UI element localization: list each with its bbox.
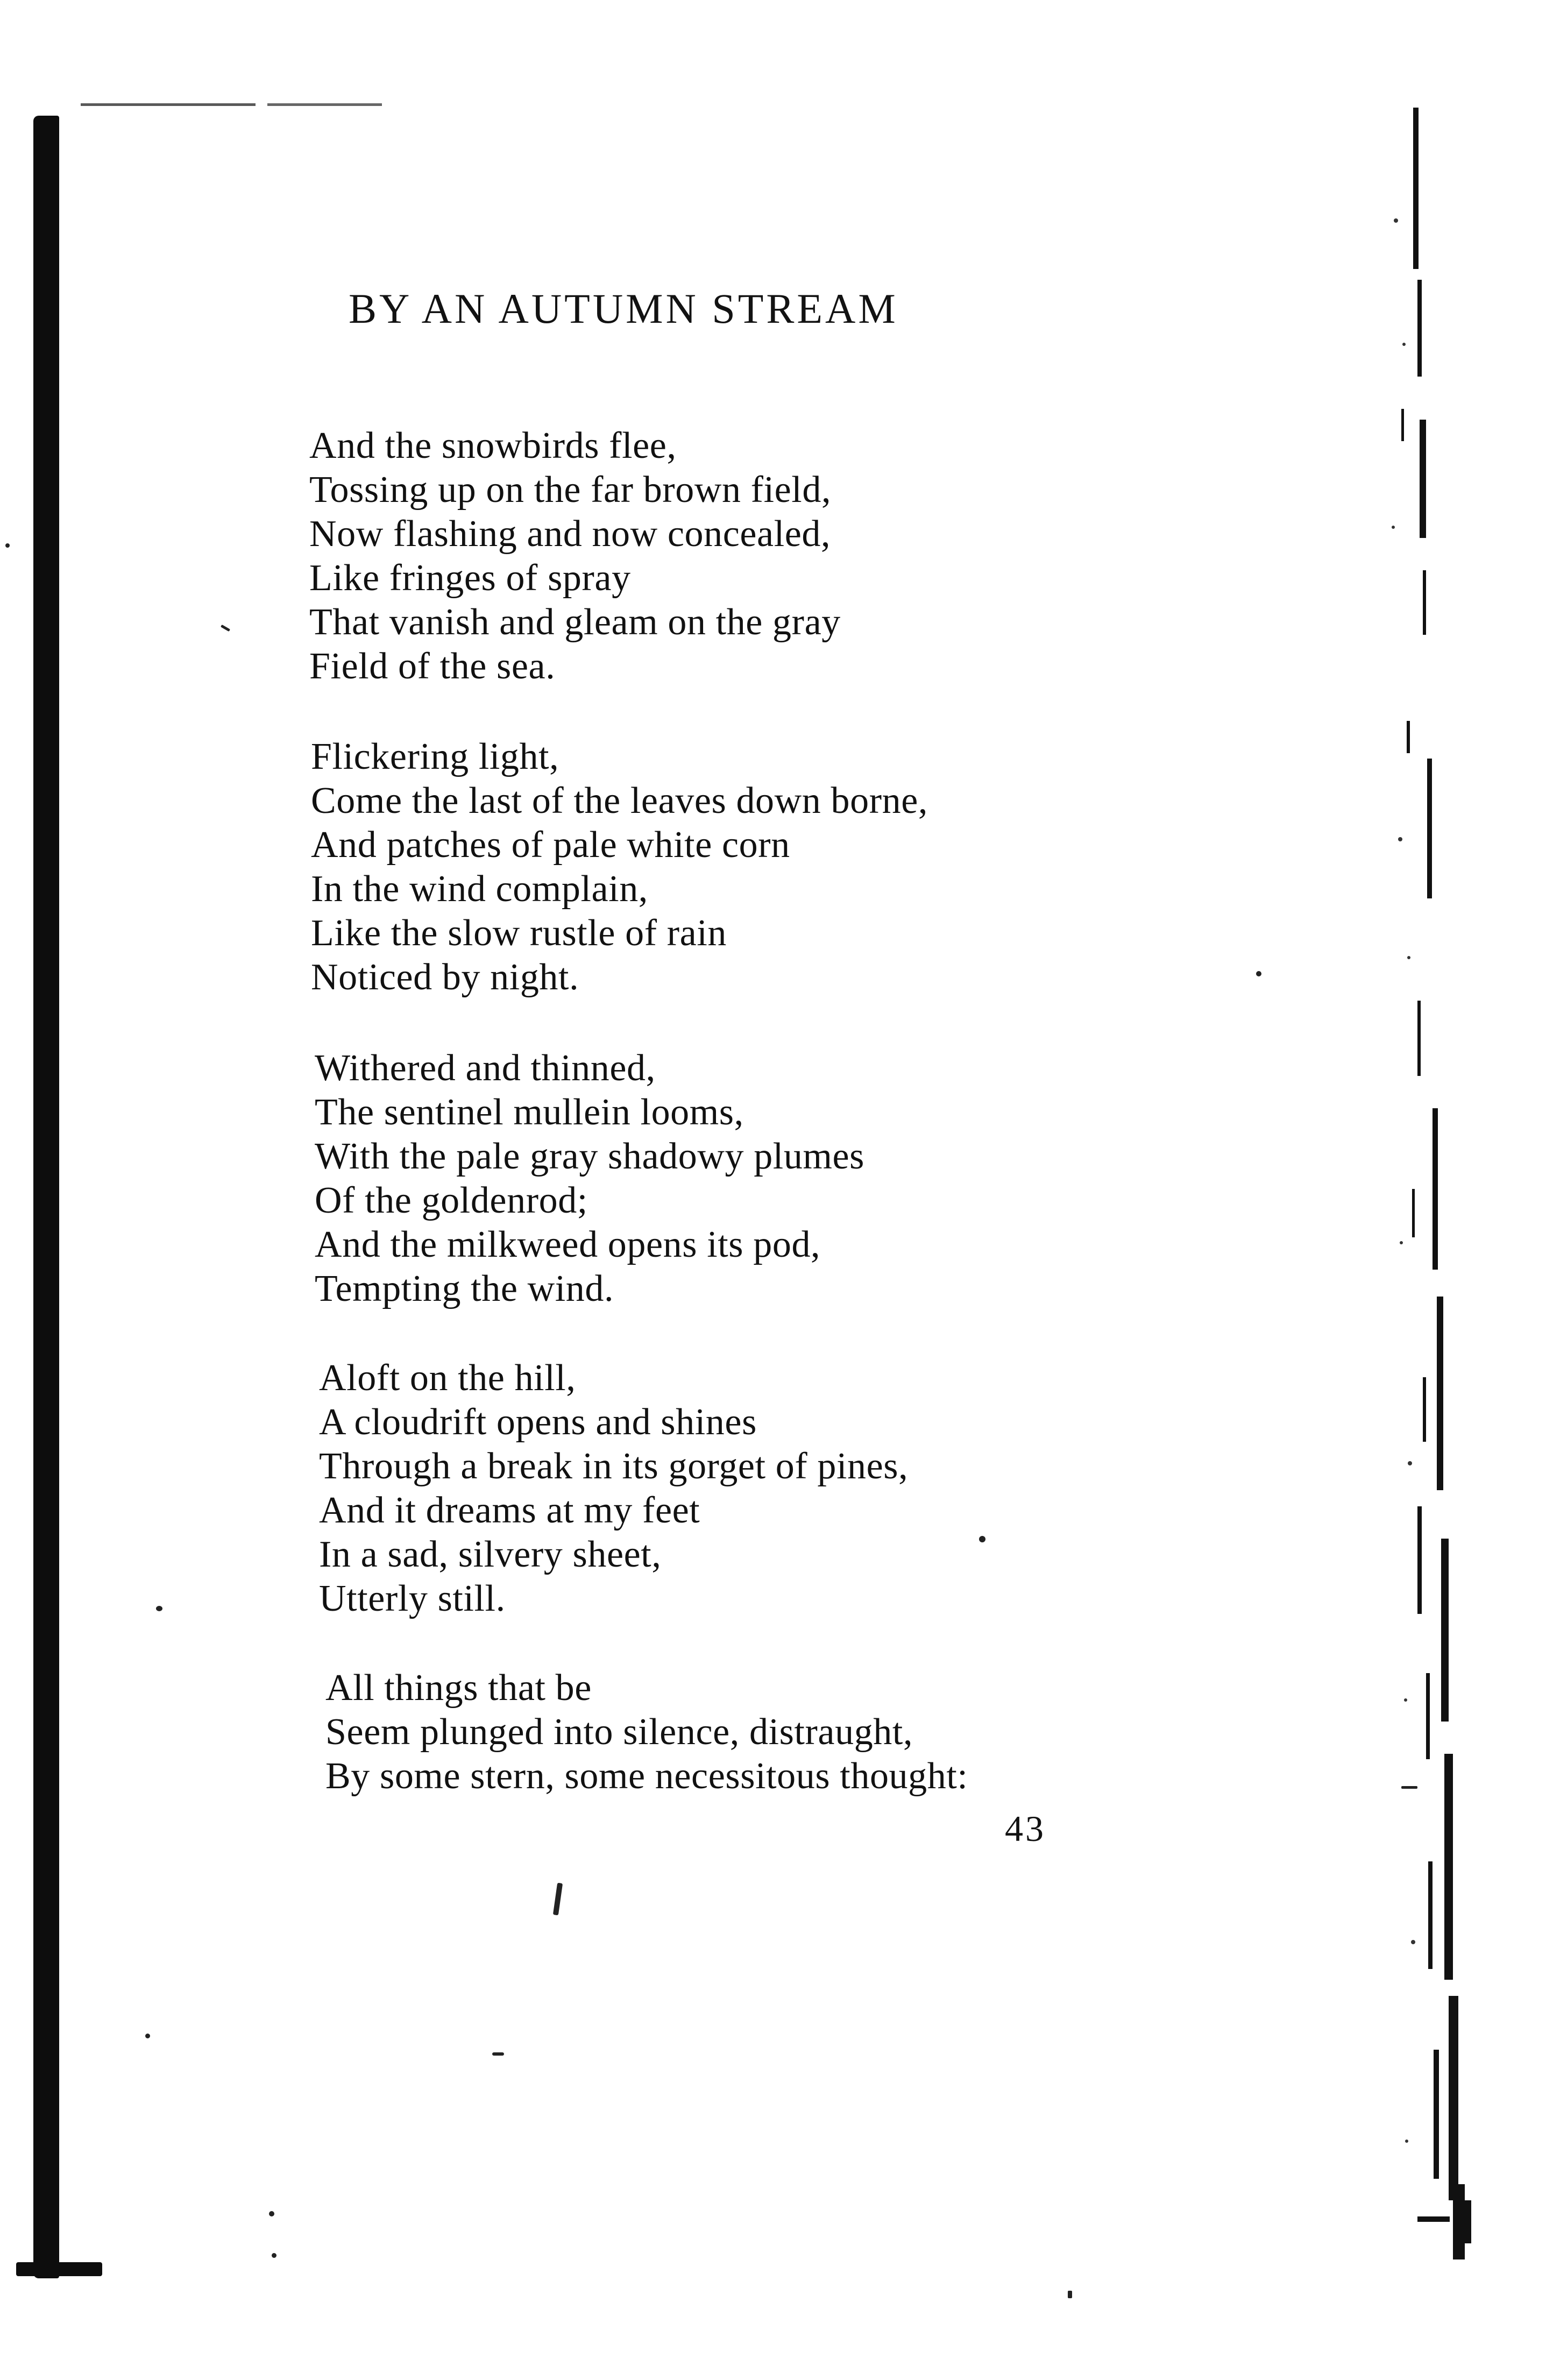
poem-line: And it dreams at my feet: [319, 1490, 700, 1531]
poem-line: And the snowbirds flee,: [309, 425, 677, 466]
poem-line: In the wind complain,: [311, 868, 648, 910]
poem-line: In a sad, silvery sheet,: [319, 1534, 662, 1575]
poem-line: Come the last of the leaves down borne,: [311, 780, 928, 821]
scan-speck: [156, 1606, 162, 1611]
poem-line: The sentinel mullein looms,: [315, 1092, 744, 1133]
scan-speck: [492, 2052, 504, 2056]
poem-line: Aloft on the hill,: [319, 1357, 576, 1399]
stanza-2: [0, 735, 1076, 1000]
poem-line: Noticed by night.: [311, 957, 579, 998]
scan-speck: [1256, 971, 1261, 976]
scan-speck: [269, 2211, 274, 2216]
poem-line: Now flashing and now concealed,: [309, 513, 831, 555]
stanza-3: [0, 1046, 1076, 1311]
poem-line: Like the slow rustle of rain: [311, 912, 727, 954]
poem-line: And patches of pale white corn: [311, 824, 790, 866]
scan-speck: [272, 2253, 276, 2258]
page-title: BY AN AUTUMN STREAM: [349, 285, 898, 332]
top-rule: [81, 103, 382, 106]
poem-line: Utterly still.: [319, 1578, 506, 1619]
poem-line: Withered and thinned,: [315, 1047, 656, 1089]
poem-line: Like fringes of spray: [309, 557, 631, 599]
poem-line: Field of the sea.: [309, 646, 556, 687]
binding-edge-foot: [16, 2262, 102, 2276]
poem-line: Of the goldenrod;: [315, 1180, 588, 1221]
poem-line: Through a break in its gorget of pines,: [319, 1446, 909, 1487]
page-number: 43: [1005, 1808, 1046, 1849]
poem-line: A cloudrift opens and shines: [319, 1401, 757, 1443]
stanza-1: [0, 424, 1076, 689]
scan-speck: [979, 1536, 985, 1542]
poem-line: All things that be: [325, 1667, 592, 1709]
poem-line: Flickering light,: [311, 736, 559, 777]
poem-line: Tempting the wind.: [315, 1268, 614, 1309]
stanza-5: [0, 1666, 1076, 1798]
scan-speck: [1401, 1786, 1417, 1789]
poem-line: That vanish and gleam on the gray: [309, 601, 841, 643]
scan-speck: [1068, 2291, 1072, 2298]
stanza-4: [0, 1356, 1076, 1621]
poem-line: Seem plunged into silence, distraught,: [325, 1711, 913, 1753]
poem-line: By some stern, some necessitous thought:: [325, 1755, 968, 1797]
scan-edge-right: [1385, 86, 1493, 2313]
poem-line: Tossing up on the far brown field,: [309, 469, 832, 511]
poem-line: With the pale gray shadowy plumes: [315, 1136, 865, 1177]
scan-speck: [145, 2034, 150, 2038]
poem-line: And the milkweed opens its pod,: [315, 1224, 821, 1265]
scan-speck: [553, 1883, 563, 1916]
scan-speck: [5, 543, 10, 548]
